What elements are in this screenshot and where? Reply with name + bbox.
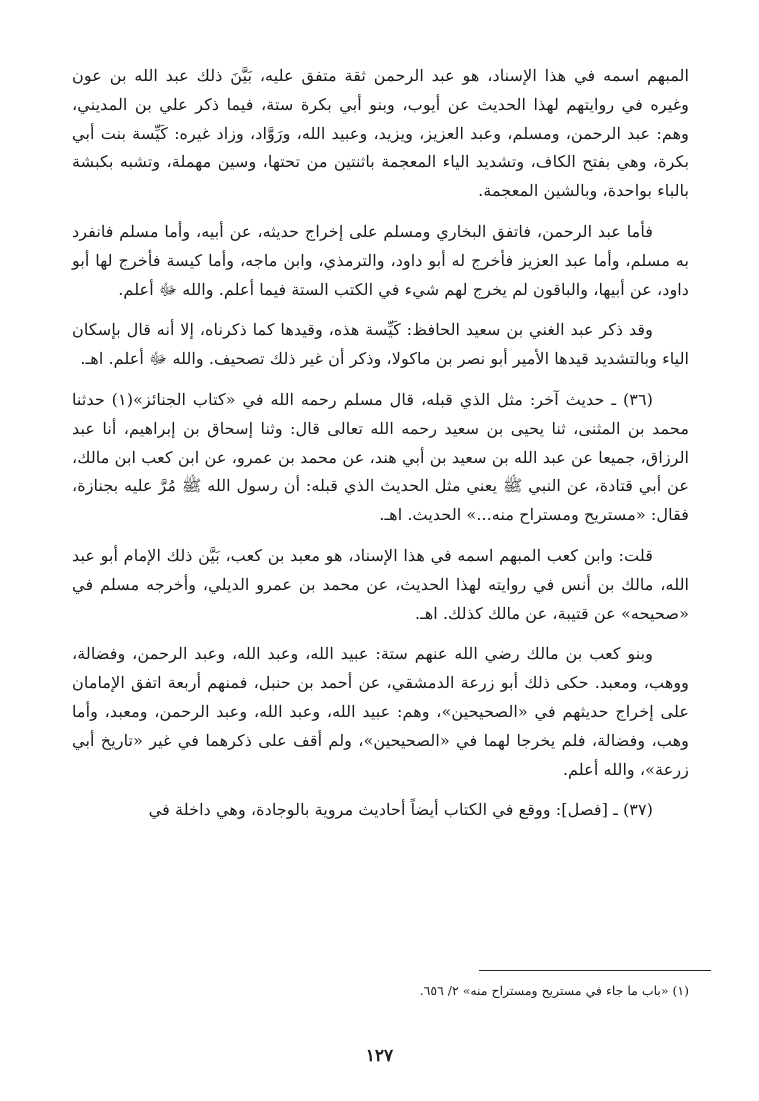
paragraph-hadith-36: (٣٦) ـ حديث آخر: مثل الذي قبله، قال مسلم رحمه الله في «كتاب الجنائز»(١) حدثنا محمد بن المثنى، ثنا يحيى بن سعيد رحمه الله تعالى قال: وثنا إسحاق بن إبراهيم، أنا عبد الرزاق، جميعا عن عبد الله بن سعيد بن أبي هند، عن محمد بن عمرو، عن ابن كعب ابن مالك، عن أبي قتادة، عن النبي ﷺ يعني مثل الحديث الذي قبله: أن رسول الله ﷺ مُرَّ عليه بجنازة، فقال: «مستريح ومستراح منه...» الحديث. اهـ. bbox=[72, 389, 689, 525]
page-number: ١٢٧ bbox=[365, 1046, 394, 1066]
body-text bbox=[72, 62, 689, 825]
paragraph-fasl-37: (٣٧) ـ [فصل]: ووقع في الكتاب أيضاً أحاديث مروية بالوجادة، وهي داخلة في bbox=[148, 800, 653, 820]
paragraph-3: وقد ذكر عبد الغني بن سعيد الحافظ: كَيِّسة هذه، وقيدها كما ذكرناه، إلا أنه قال بإسكان الياء وبالتشديد قيدها الأمير أبو نصر بن ماكولا، وذكر أن غير ذلك تصحيف. والله ﷻ أعلم. اهـ. bbox=[72, 320, 689, 369]
paragraph-banu-kaab: وبنو كعب بن مالك رضي الله عنهم ستة: عبيد الله، وعبد الله، وعبد الرحمن، وفضالة، ووهب، ومعبد. حكى ذلك أبو زرعة الدمشقي، عن أحمد بن حنبل، فمنهم أربعة اتفق الإمامان على إخراج حديثهم في «الصحيحين»، وهم: عبيد الله، وعبد الله، وعبد الرحمن، ومعبد، وأما وهب، وفضالة، فلم يخرجا لهما في «الصحيحين»، ولم أقف على ذكرهما في غير «تاريخ أبي زرعة»، والله أعلم. bbox=[72, 644, 689, 779]
footnote: (١) «باب ما جاء في مستريح ومستراح منه» ٢/ ٦٥٦. bbox=[419, 983, 689, 998]
paragraph-1: المبهم اسمه في هذا الإسناد، هو عبد الرحمن ثقة متفق عليه، بَيَّنَ ذلك عبد الله بن عون وغيره في روايتهم لهذا الحديث عن أيوب، وبنو أبي بكرة ستة، فيما ذكر علي بن المديني، وهم: عبد الرحمن، ومسلم، وعبد العزيز، ويزيد، وعبيد الله، ورَوَّاد، وزاد غيره: كَيِّسة بنت أبي بكرة، وهي بفتح الكاف، وتشديد الياء المعجمة باثنتين من تحتها، وسين مهملة، وتشبه بكبشة بالباء بواحدة، وبالشين المعجمة. bbox=[72, 66, 689, 201]
paragraph-qultu: قلت: وابن كعب المبهم اسمه في هذا الإسناد، هو معبد بن كعب، بَيَّن ذلك الإمام أبو عبد الله، مالك بن أنس في روايته لهذا الحديث، عن محمد بن عمرو الديلي، وأخرجه مسلم في «صحيحه» عن قتيبة، عن مالك كذلك. اهـ. bbox=[72, 545, 689, 623]
paragraph-2: فأما عبد الرحمن، فاتفق البخاري ومسلم على إخراج حديثه، عن أبيه، وأما مسلم فانفرد به مسلم، وأما عبد العزيز فأخرج له أبو داود، والترمذي، وابن ماجه، وأما كيسة فأخرج لها أبو داود، عن أبيها، والباقون لم يخرج لهم شيء في الكتب الستة فيما أعلم. والله ﷻ أعلم. bbox=[72, 221, 689, 299]
footnote-separator bbox=[479, 970, 711, 971]
